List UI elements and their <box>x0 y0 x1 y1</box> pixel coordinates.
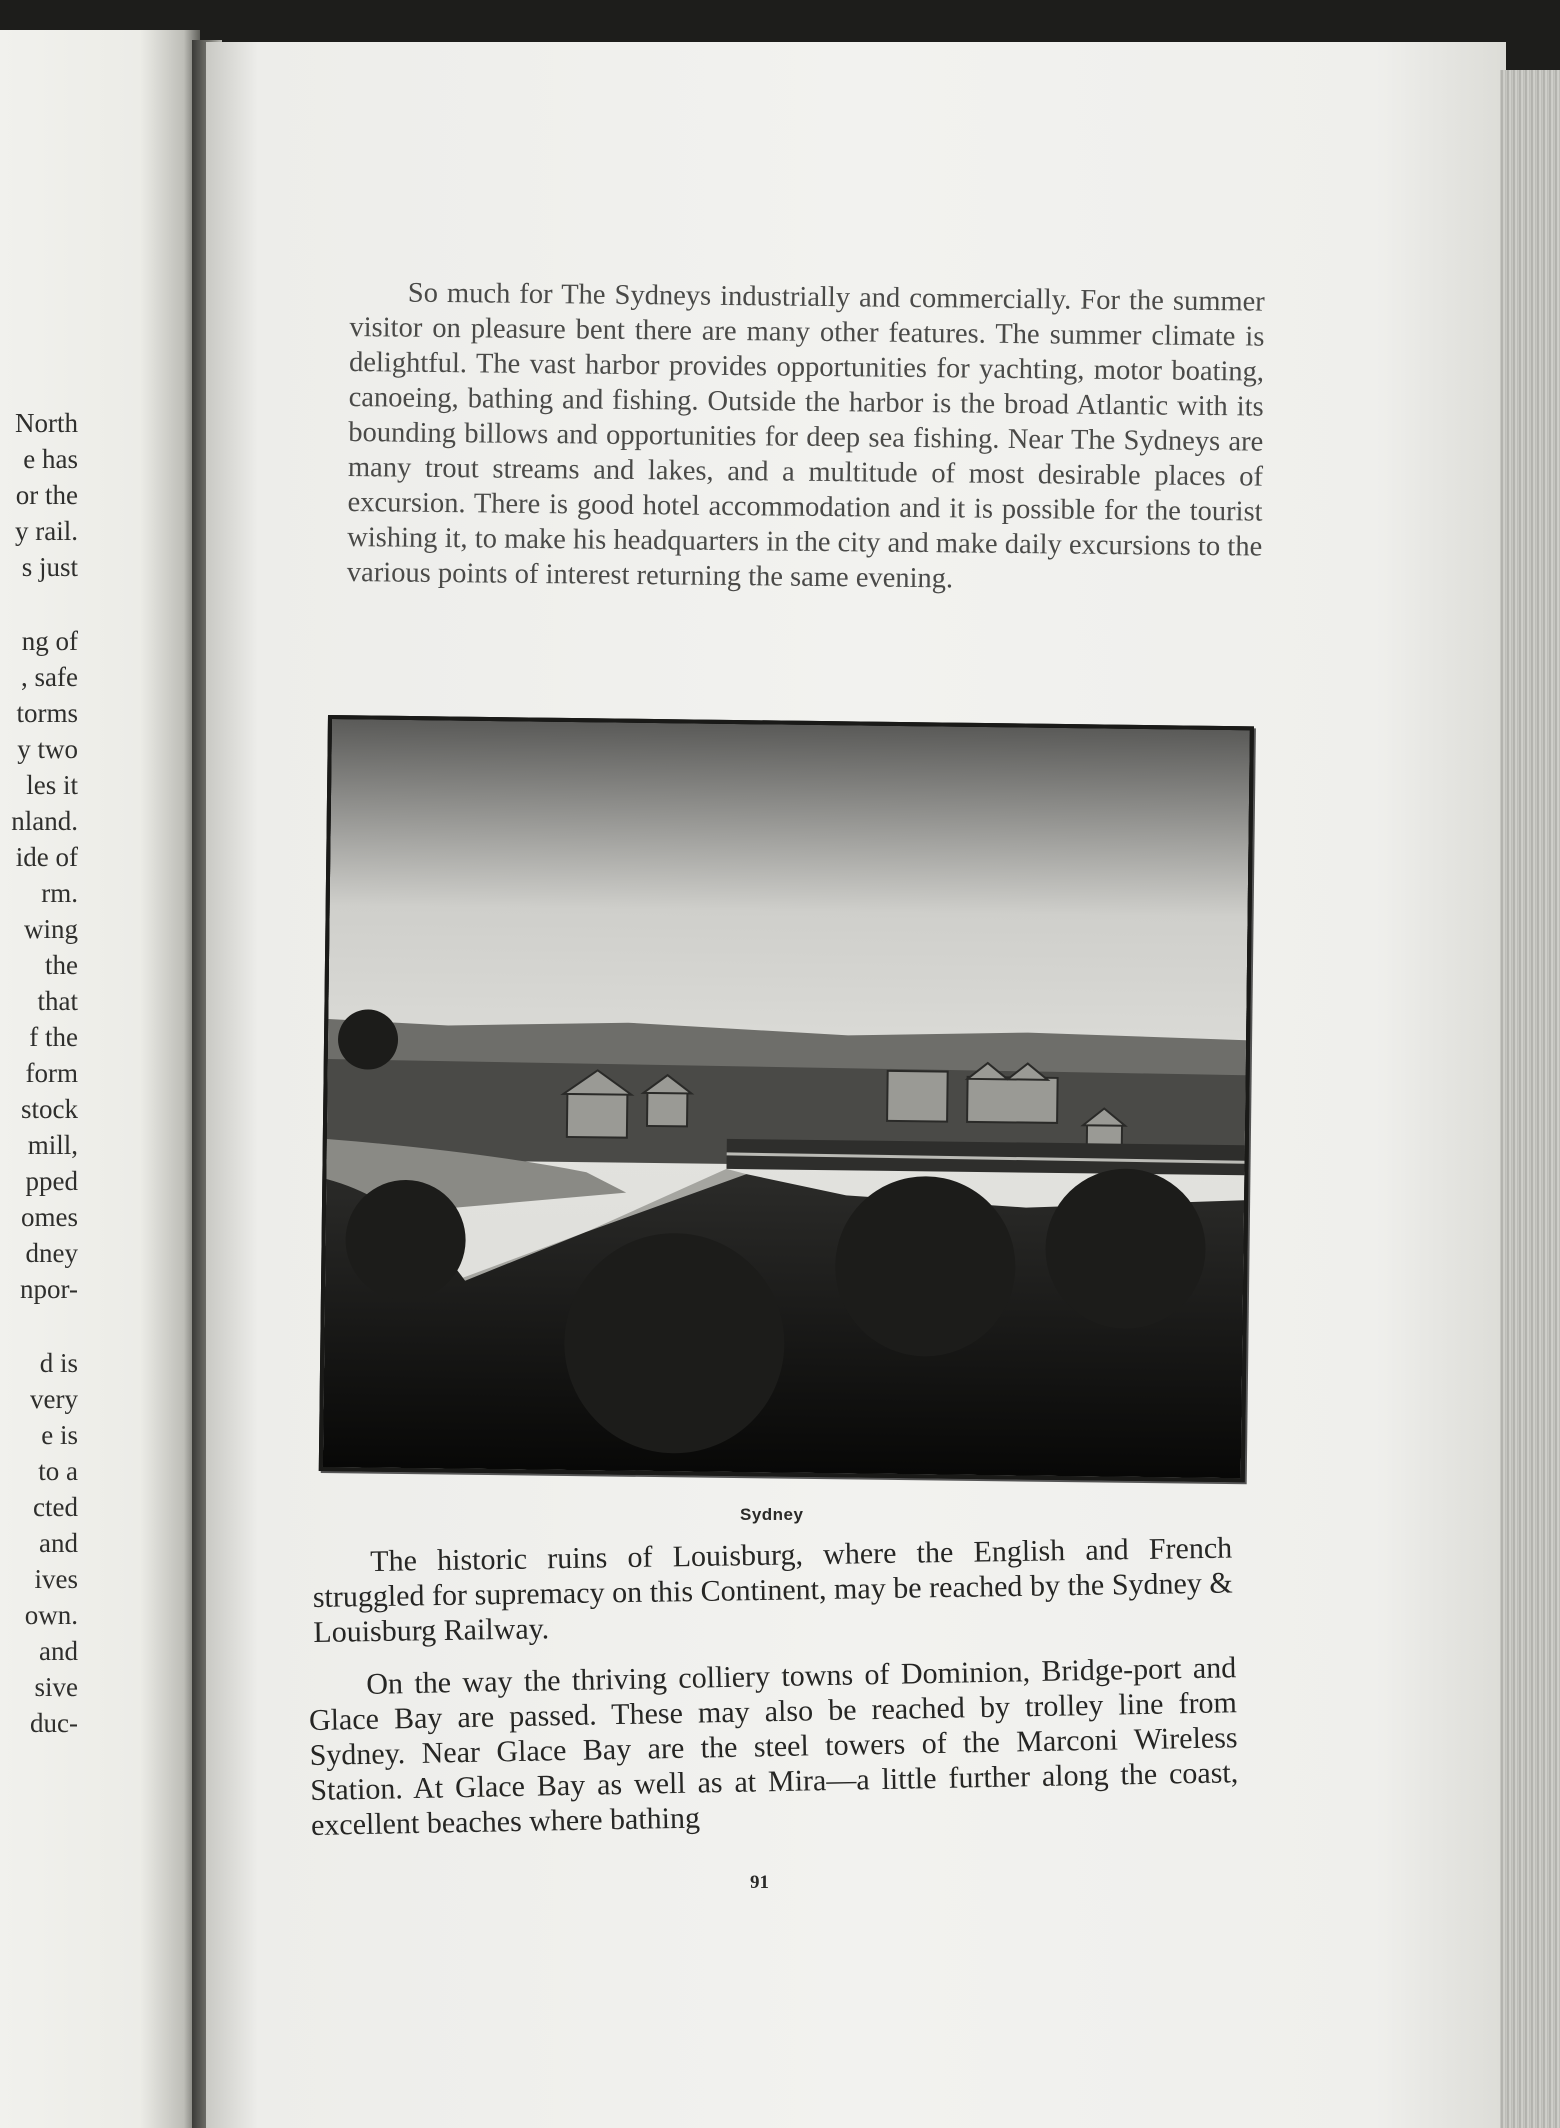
left-page-line: e has <box>23 444 78 474</box>
left-page-line: nland. <box>11 806 78 836</box>
left-page-line: and <box>39 1636 78 1666</box>
left-page-line: North <box>15 408 78 438</box>
left-page-line: les it <box>26 770 78 800</box>
left-page-line: form <box>25 1058 78 1088</box>
top-paragraph-text: So much for The Sydneys industrially and commercially. For the summer visitor on pleasure bent there are many other features. The summer climate is delightful. The vast harbor provides opportunities for yachting, motor boating, canoeing, bathing and fishing. Outside the harbor is the broad Atlantic with its bounding billows and opportunities for deep sea fishing. Near The Sydneys are many trout streams and lakes, and a multitude of most desirable places of excursion. There is good hotel accommodation and it is possible for the tourist wishing it, to make his headquarters in the city and make daily excursions to the various points of interest returning the same evening. <box>346 277 1265 595</box>
dominion-paragraph <box>308 1650 1239 1843</box>
left-page-line: sive <box>34 1672 78 1702</box>
left-page-line: s just <box>21 552 78 582</box>
left-page-line: stock <box>21 1094 78 1124</box>
left-page-line: rm. <box>41 878 78 908</box>
left-page-line: to a <box>38 1456 78 1486</box>
left-page-line: wing <box>24 914 78 944</box>
photo-caption: Sydney <box>740 1505 804 1524</box>
left-page-line: and <box>39 1528 78 1558</box>
page-number: 91 <box>750 1872 769 1893</box>
page-edges <box>1500 70 1560 2128</box>
left-page-line: e is <box>41 1420 78 1450</box>
top-paragraph <box>347 275 1265 600</box>
left-page-line: , safe <box>21 662 78 692</box>
louisburg-paragraph <box>312 1531 1234 1650</box>
left-page-line: pped <box>25 1166 78 1196</box>
left-page-line: y two <box>17 734 78 764</box>
left-page-line: own. <box>24 1600 78 1630</box>
left-page-line: the <box>45 950 78 980</box>
dominion-paragraph-text: On the way the thriving colliery towns of Dominion, Bridge-port and Glace Bay are passed. These may also be reached by trolley line from Sydney. Near Glace Bay are the steel towers of the Marconi Wireless Station. At Glace Bay as well as at Mira—a little further along the coast, excellent beaches where bathing <box>308 1651 1239 1842</box>
left-page-line: d is <box>39 1348 78 1378</box>
left-page-line: omes <box>21 1202 78 1232</box>
sydney-landscape-image <box>323 719 1250 1478</box>
louisburg-paragraph-text: The historic ruins of Louisburg, where the English and French struggled for supremacy on this Continent, may be reached by the Sydney & Louisburg Railway. <box>312 1531 1233 1649</box>
left-page-line: y rail. <box>15 516 78 546</box>
sydney-photograph <box>319 715 1254 1482</box>
left-page-line: very <box>30 1384 78 1414</box>
left-page-line: that <box>37 986 78 1016</box>
left-page <box>0 30 200 2128</box>
left-page-line: mill, <box>27 1130 78 1160</box>
left-page-line: ide of <box>15 842 78 872</box>
left-page-line: npor- <box>20 1274 78 1304</box>
left-page-line: torms <box>16 698 78 728</box>
left-page-line: or the <box>15 480 78 510</box>
left-page-line: ives <box>34 1564 78 1594</box>
left-page-line: dney <box>25 1238 78 1268</box>
left-page-line: ng of <box>21 626 78 656</box>
left-page-line: f the <box>29 1022 78 1052</box>
left-page-line: cted <box>33 1492 78 1522</box>
left-page-line: duc- <box>30 1708 78 1738</box>
